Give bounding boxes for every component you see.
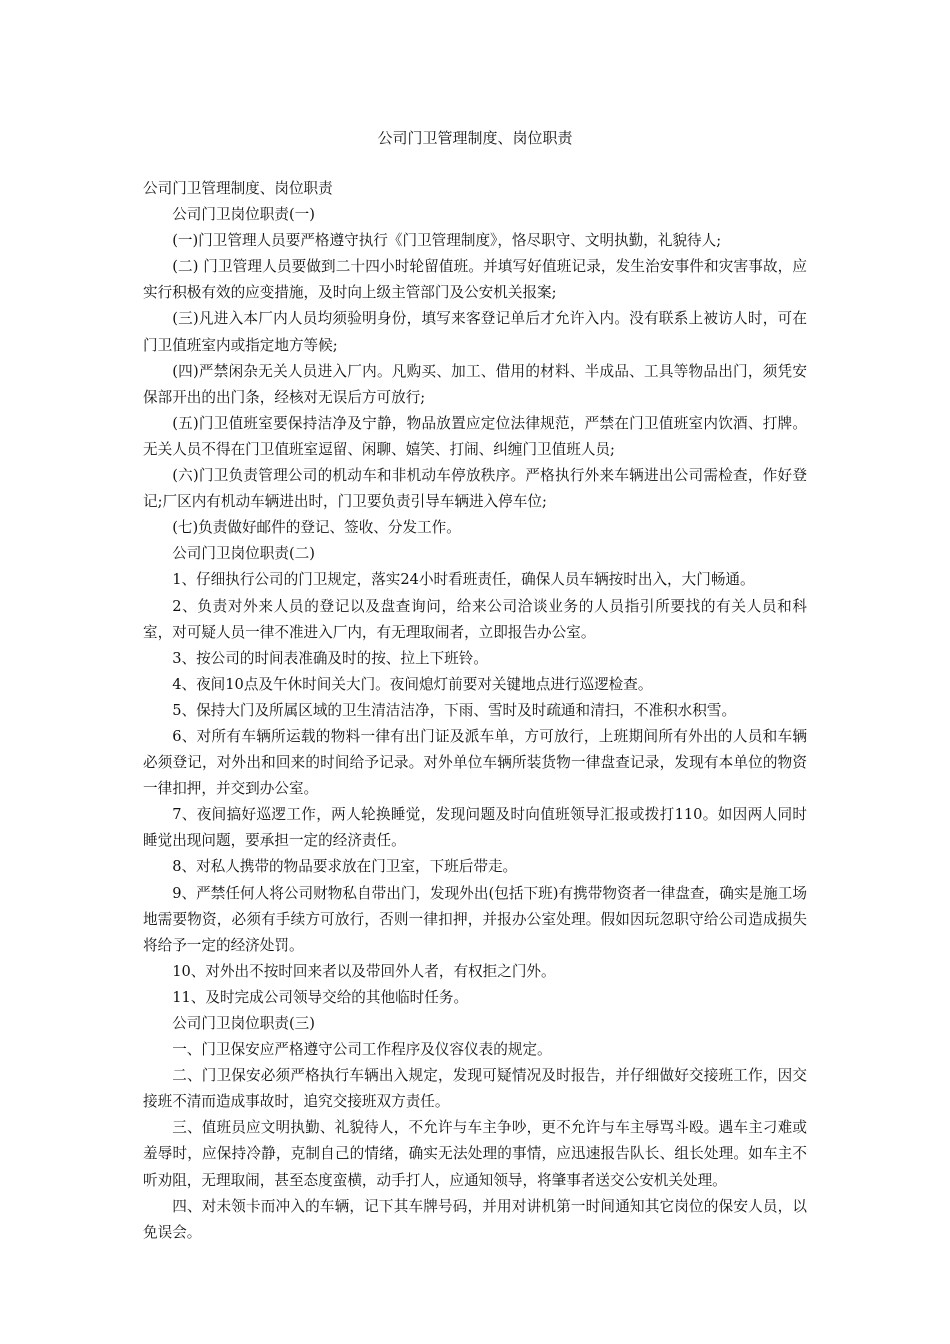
paragraph: 6、对所有车辆所运载的物料一律有出门证及派车单，方可放行，上班期间所有外出的人员和车辆必须登记，对外出和回来的时间给予记录。对外单位车辆所装货物一律盘查记录，发现有本单位的物资一律扣押，并交到办公室。: [143, 727, 807, 798]
paragraph: 一、门卫保安应严格遵守公司工作程序及仪容仪表的规定。: [172, 1041, 552, 1059]
paragraph: 1、仔细执行公司的门卫规定，落实24小时看班责任，确保人员车辆按时出入，大门畅通。: [172, 571, 755, 589]
paragraph: 三、值班员应文明执勤、礼貌待人，不允许与车主争吵，更不允许与车主辱骂斗殴。遇车主刁难或羞辱时，应保持冷静，克制自己的情绪，确实无法处理的事情，应迅速报告队长、组长处理。如车主不听劝阻，无理取闹，甚至态度蛮横，动手打人，应通知领导，将肇事者送交公安机关处理。: [143, 1119, 807, 1189]
paragraph: (一)门卫管理人员要严格遵守执行《门卫管理制度》，恪尽职守、文明执勤，礼貌待人;: [172, 232, 722, 250]
paragraph: 二、门卫保安必须严格执行车辆出入规定，发现可疑情况及时报告，并仔细做好交接班工作，因交接班不清而造成事故时，追究交接班双方责任。: [143, 1067, 807, 1111]
paragraph: (五)门卫值班室要保持洁净及宁静，物品放置应定位法律规范，严禁在门卫值班室内饮酒、打牌。无关人员不得在门卫值班室逗留、闲聊、嬉笑、打闹、纠缠门卫值班人员;: [143, 414, 807, 458]
paragraph: 8、对私人携带的物品要求放在门卫室，下班后带走。: [172, 858, 518, 876]
paragraph: 4、夜间10点及午休时间关大门。夜间熄灯前要对关键地点进行巡逻检查。: [172, 675, 653, 693]
paragraph: 10、对外出不按时回来者以及带回外人者，有权拒之门外。: [172, 962, 556, 980]
paragraph: 5、保持大门及所属区域的卫生清洁洁净，下雨、雪时及时疏通和清扫，不准积水积雪。: [172, 701, 737, 719]
paragraph: 11、及时完成公司领导交给的其他临时任务。: [172, 988, 469, 1006]
paragraph: 7、夜间搞好巡逻工作，两人轮换睡觉，发现问题及时向值班领导汇报或拨打110。如因两人同时睡觉出现问题，要承担一定的经济责任。: [143, 806, 807, 850]
document-title: 公司门卫管理制度、岗位职责: [377, 129, 573, 147]
paragraph: 四、对未领卡而冲入的车辆，记下其车牌号码，并用对讲机第一时间通知其它岗位的保安人员，以免误会。: [143, 1197, 807, 1241]
paragraph: 2、负责对外来人员的登记以及盘查询问，给来公司洽谈业务的人员指引所要找的有关人员和科室，对可疑人员一律不准进入厂内，有无理取闹者，立即报告办公室。: [143, 597, 807, 641]
paragraph: (二) 门卫管理人员要做到二十四小时轮留值班。并填写好值班记录，发生治安事件和灾害事故，应实行积极有效的应变措施，及时向上级主管部门及公安机关报案;: [143, 258, 807, 302]
paragraph: 9、严禁任何人将公司财物私自带出门，发现外出(包括下班)有携带物资者一律盘查，确实是施工场地需要物资，必须有手续方可放行，否则一律扣押，并报办公室处理。假如因玩忽职守给公司造成损失将给予一定的经济处罚。: [143, 884, 807, 954]
paragraph: (四)严禁闲杂无关人员进入厂内。凡购买、加工、借用的材料、半成品、工具等物品出门，须凭安保部开出的出门条，经核对无误后方可放行;: [143, 362, 807, 406]
section-heading-3: 公司门卫岗位职责(三): [172, 1015, 315, 1032]
paragraph: 3、按公司的时间表准确及时的按、拉上下班铃。: [172, 649, 488, 667]
document-body: [143, 176, 807, 1246]
paragraph: (三)凡进入本厂内人员均须验明身份，填写来客登记单后才允许入内。没有联系上被访人时，可在门卫值班室内或指定地方等候;: [143, 310, 807, 354]
section-heading-1: 公司门卫岗位职责(一): [172, 206, 315, 224]
section-heading-2: 公司门卫岗位职责(二): [172, 545, 315, 563]
paragraph: (七)负责做好邮件的登记、签收、分发工作。: [172, 519, 461, 537]
paragraph: (六)门卫负责管理公司的机动车和非机动车停放秩序。严格执行外来车辆进出公司需检查，作好登记;厂区内有机动车辆进出时，门卫要负责引导车辆进入停车位;: [143, 467, 807, 511]
paragraph-heading-main: 公司门卫管理制度、岗位职责: [143, 180, 333, 197]
